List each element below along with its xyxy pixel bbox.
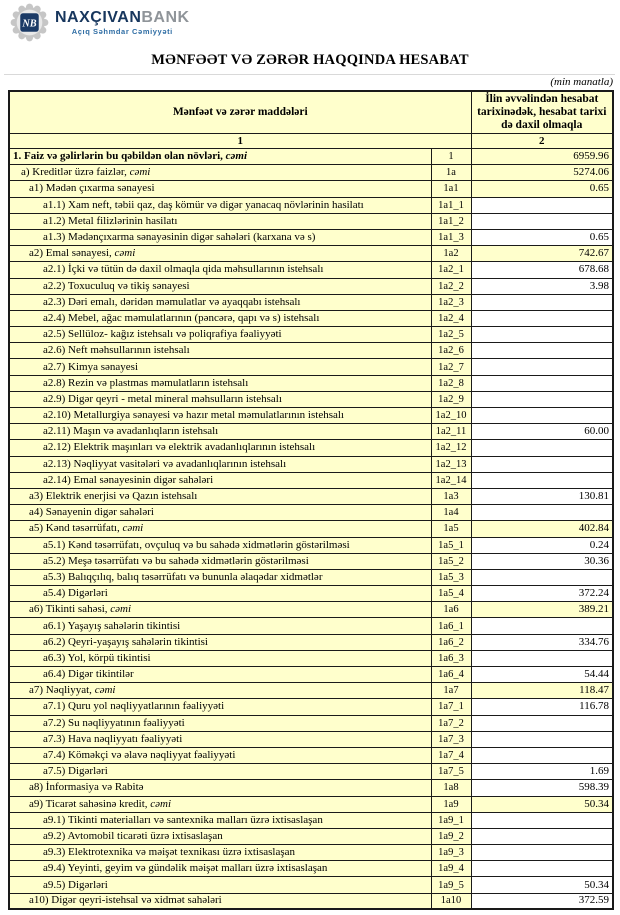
table-row [9,893,613,909]
row-value: 50.34 [471,877,613,893]
row-code: 1a9_1 [431,812,471,828]
bank-wordmark [55,10,190,36]
row-code: 1a6_2 [431,634,471,650]
row-code: 1a5_1 [431,537,471,553]
table-row [9,472,613,488]
row-label: a2.4) Mebel, ağac məmulatlarının (pəncərə, qapı və s) istehsalı [9,310,431,326]
row-label: a) Kreditlər üzrə faizlər, cəmi [9,165,431,181]
row-value [471,294,613,310]
bank-monogram: NB [22,18,37,30]
row-code: 1a5_2 [431,553,471,569]
row-code: 1a2_4 [431,310,471,326]
brand-subtitle: Açıq Səhmdar Cəmiyyəti [71,27,173,36]
row-label: a6.2) Qeyri-yaşayış sahələrin tikintisi [9,634,431,650]
row-code: 1a2_10 [431,408,471,424]
table-row [9,440,613,456]
row-label-suffix: cəmi [94,684,116,697]
row-label: a2) Emal sənayesi, cəmi [9,246,431,262]
table-row [9,812,613,828]
row-value [471,310,613,326]
row-code: 1a7 [431,683,471,699]
row-label-suffix: cəmi [150,797,172,810]
row-code: 1a2_2 [431,278,471,294]
row-code: 1a9_2 [431,828,471,844]
row-code: 1a5 [431,521,471,537]
row-label: a5.4) Digərləri [9,586,431,602]
row-value: 130.81 [471,488,613,504]
header-row [9,91,613,134]
row-code: 1a7_3 [431,731,471,747]
row-code: 1a1_3 [431,229,471,245]
table-row [9,650,613,666]
row-value [471,343,613,359]
row-value: 1.69 [471,764,613,780]
table-row [9,553,613,569]
row-value [471,505,613,521]
table-row [9,424,613,440]
row-label: a2.12) Elektrik maşınları və elektrik avadanlıqlarının istehsalı [9,440,431,456]
row-label: a9.5) Digərləri [9,877,431,893]
table-row [9,262,613,278]
row-label: a1) Mədən çıxarma sənayesi [9,181,431,197]
row-value: 678.68 [471,262,613,278]
row-label: a2.1) İçki və tütün də daxil olmaqla qida məhsullarının istehsalı [9,262,431,278]
table-row [9,391,613,407]
row-code: 1a5_4 [431,586,471,602]
row-label: a7.2) Su nəqliyyatının fəaliyyəti [9,715,431,731]
row-value: 60.00 [471,424,613,440]
unit-note: (min manatla) [550,76,613,88]
row-code: 1a1_2 [431,213,471,229]
table-header [9,91,613,149]
table-row [9,747,613,763]
brand-name-secondary: BANK [141,9,190,26]
row-label: a2.14) Emal sənayesinin digər sahələri [9,472,431,488]
row-label-suffix: cəmi [225,150,248,163]
column-number-value: 2 [471,134,613,149]
row-value [471,456,613,472]
row-value [471,375,613,391]
table-row [9,456,613,472]
row-value [471,569,613,585]
row-code: 1a5_3 [431,569,471,585]
row-code: 1a2_7 [431,359,471,375]
brand-name-primary: NAXÇIVAN [55,9,142,26]
row-label: a3) Elektrik enerjisi və Qazın istehsalı [9,488,431,504]
row-code: 1a1 [431,181,471,197]
row-value [471,861,613,877]
row-value [471,472,613,488]
row-code: 1a9_4 [431,861,471,877]
row-value [471,747,613,763]
row-label: a2.8) Rezin və plastmas məmulatların istehsalı [9,375,431,391]
row-value: 0.65 [471,181,613,197]
table-row [9,408,613,424]
row-label: a2.2) Toxuculuq və tikiş sənayesi [9,278,431,294]
row-label: a7.1) Quru yol nəqliyyatlarının fəaliyyəti [9,699,431,715]
row-code: 1a [431,165,471,181]
row-label: a2.3) Dəri emalı, dəridən məmulatlar və ayaqqabı istehsalı [9,294,431,310]
report-table-body [9,149,613,910]
row-label-suffix: cəmi [110,603,132,616]
table-row [9,181,613,197]
row-label: a9) Ticarət sahəsinə kredit, cəmi [9,796,431,812]
table-row [9,229,613,245]
row-label: a1.2) Metal filizlərinin hasilatı [9,213,431,229]
row-label: a2.10) Metallurgiya sənayesi və hazır metal məmulatlarının istehsalı [9,408,431,424]
row-label: 1. Faiz və gəlirlərin bu qəbildən olan növləri, cəmi [9,149,431,165]
row-label: a5.2) Meşə təsərrüfatı və bu sahədə xidmətlərin göstərilməsi [9,553,431,569]
column-number-items: 1 [9,134,471,149]
row-label: a2.11) Maşın və avadanlıqların istehsalı [9,424,431,440]
row-value: 742.67 [471,246,613,262]
row-value [471,327,613,343]
row-value [471,731,613,747]
table-row [9,796,613,812]
row-code: 1a10 [431,893,471,909]
row-label: a6) Tikinti sahəsi, cəmi [9,602,431,618]
row-label-suffix: cəmi [129,166,151,179]
row-code: 1a2_1 [431,262,471,278]
row-label-suffix: cəmi [122,522,144,535]
table-row [9,505,613,521]
row-value [471,812,613,828]
table-row [9,828,613,844]
column-header-items: Mənfəət və zərər maddələri [9,91,471,134]
row-value [471,618,613,634]
row-value [471,650,613,666]
table-row [9,780,613,796]
row-value: 3.98 [471,278,613,294]
row-label: a8) İnformasiya və Rabitə [9,780,431,796]
row-code: 1a2_3 [431,294,471,310]
row-label: a9.2) Avtomobil ticarəti üzrə ixtisaslaşan [9,828,431,844]
row-code: 1a2_11 [431,424,471,440]
row-label-suffix: cəmi [114,247,136,260]
row-value: 372.24 [471,586,613,602]
table-row [9,845,613,861]
row-label: a2.13) Nəqliyyat vasitələri və avadanlıqlarının istehsalı [9,456,431,472]
title-divider [4,74,615,75]
row-label: a7) Nəqliyyat, cəmi [9,683,431,699]
table-row [9,764,613,780]
table-row [9,197,613,213]
row-code: 1a9 [431,796,471,812]
table-row [9,246,613,262]
table-row [9,310,613,326]
column-numbering-row [9,134,613,149]
row-value [471,440,613,456]
row-code: 1a1_1 [431,197,471,213]
row-value [471,197,613,213]
row-code: 1 [431,149,471,165]
row-code: 1a2_9 [431,391,471,407]
table-row [9,683,613,699]
table-row [9,602,613,618]
row-label: a6.4) Digər tikintilər [9,667,431,683]
row-label: a2.5) Sellüloz- kağız istehsalı və poliqrafiya fəaliyyəti [9,327,431,343]
table-row [9,375,613,391]
row-value [471,408,613,424]
row-value [471,715,613,731]
row-value: 0.24 [471,537,613,553]
row-code: 1a9_5 [431,877,471,893]
row-label: a6.3) Yol, körpü tikintisi [9,650,431,666]
row-value: 372.59 [471,893,613,909]
row-code: 1a2_8 [431,375,471,391]
row-value: 6959.96 [471,149,613,165]
row-label: a1.3) Mədənçıxarma sənayəsinin digər sahələri (karxana və s) [9,229,431,245]
table-row [9,521,613,537]
row-code: 1a7_1 [431,699,471,715]
row-value [471,213,613,229]
row-label: a4) Sənayenin digər sahələri [9,505,431,521]
row-code: 1a6 [431,602,471,618]
row-label: a9.1) Tikinti materialları və santexnika malları üzrə ixtisaslaşan [9,812,431,828]
table-row [9,149,613,165]
table-row [9,618,613,634]
row-value: 334.76 [471,634,613,650]
row-label: a1.1) Xam neft, təbii qaz, daş kömür və digər yanacaq növlərinin hasilatı [9,197,431,213]
row-code: 1a2_5 [431,327,471,343]
row-value: 0.65 [471,229,613,245]
table-row [9,569,613,585]
row-code: 1a9_3 [431,845,471,861]
row-code: 1a2_14 [431,472,471,488]
bank-logo [10,3,190,42]
row-value: 118.47 [471,683,613,699]
table-row [9,165,613,181]
table-row [9,634,613,650]
row-label: a9.3) Elektrotexnika və məişət texnikası üzrə ixtisaslaşan [9,845,431,861]
row-value [471,828,613,844]
table-row [9,213,613,229]
row-label: a5.1) Kənd təsərrüfatı, ovçuluq və bu sahədə xidmətlərin göstərilməsi [9,537,431,553]
row-label: a5) Kənd təsərrüfatı, cəmi [9,521,431,537]
table-row [9,861,613,877]
row-label: a2.9) Digər qeyri - metal mineral məhsulların istehsalı [9,391,431,407]
row-value: 116.78 [471,699,613,715]
row-value [471,359,613,375]
table-row [9,699,613,715]
table-row [9,488,613,504]
row-value: 54.44 [471,667,613,683]
table-row [9,877,613,893]
column-header-value: İlin əvvəlindən hesabat tarixinədək, hesabat tarixi də daxil olmaqla [471,91,613,134]
table-row [9,586,613,602]
row-code: 1a2_13 [431,456,471,472]
row-value: 50.34 [471,796,613,812]
row-value: 5274.06 [471,165,613,181]
row-code: 1a6_4 [431,667,471,683]
profit-loss-table [8,90,614,910]
row-code: 1a6_3 [431,650,471,666]
row-code: 1a7_4 [431,747,471,763]
row-label: a2.6) Neft məhsullarının istehsalı [9,343,431,359]
report-title: MƏNFƏƏT VƏ ZƏRƏR HAQQINDA HESABAT [151,52,469,68]
table-row [9,294,613,310]
row-value: 598.39 [471,780,613,796]
table-row [9,715,613,731]
row-code: 1a2_6 [431,343,471,359]
row-label: a7.4) Köməkçi və əlavə nəqliyyat fəaliyyəti [9,747,431,763]
row-value [471,391,613,407]
row-label: a2.7) Kimya sənayesi [9,359,431,375]
row-label: a10) Digər qeyri-istehsal və xidmət sahələri [9,893,431,909]
table-row [9,731,613,747]
row-value [471,845,613,861]
row-label: a6.1) Yaşayış sahələrin tikintisi [9,618,431,634]
row-code: 1a3 [431,488,471,504]
table-row [9,537,613,553]
row-label: a7.3) Hava nəqliyyatı fəaliyyəti [9,731,431,747]
row-value: 30.36 [471,553,613,569]
row-code: 1a2 [431,246,471,262]
row-label: a7.5) Digərləri [9,764,431,780]
row-code: 1a4 [431,505,471,521]
table-row [9,343,613,359]
row-value: 389.21 [471,602,613,618]
row-label: a9.4) Yeyinti, geyim və gündəlik məişət malları üzrə ixtisaslaşan [9,861,431,877]
row-code: 1a6_1 [431,618,471,634]
row-code: 1a7_2 [431,715,471,731]
row-value: 402.84 [471,521,613,537]
table-row [9,327,613,343]
table-row [9,667,613,683]
bank-emblem-icon [10,3,49,42]
row-label: a5.3) Balıqçılıq, balıq təsərrüfatı və bununla əlaqədar xidmətlər [9,569,431,585]
row-code: 1a8 [431,780,471,796]
table-row [9,278,613,294]
row-code: 1a7_5 [431,764,471,780]
table-row [9,359,613,375]
row-code: 1a2_12 [431,440,471,456]
